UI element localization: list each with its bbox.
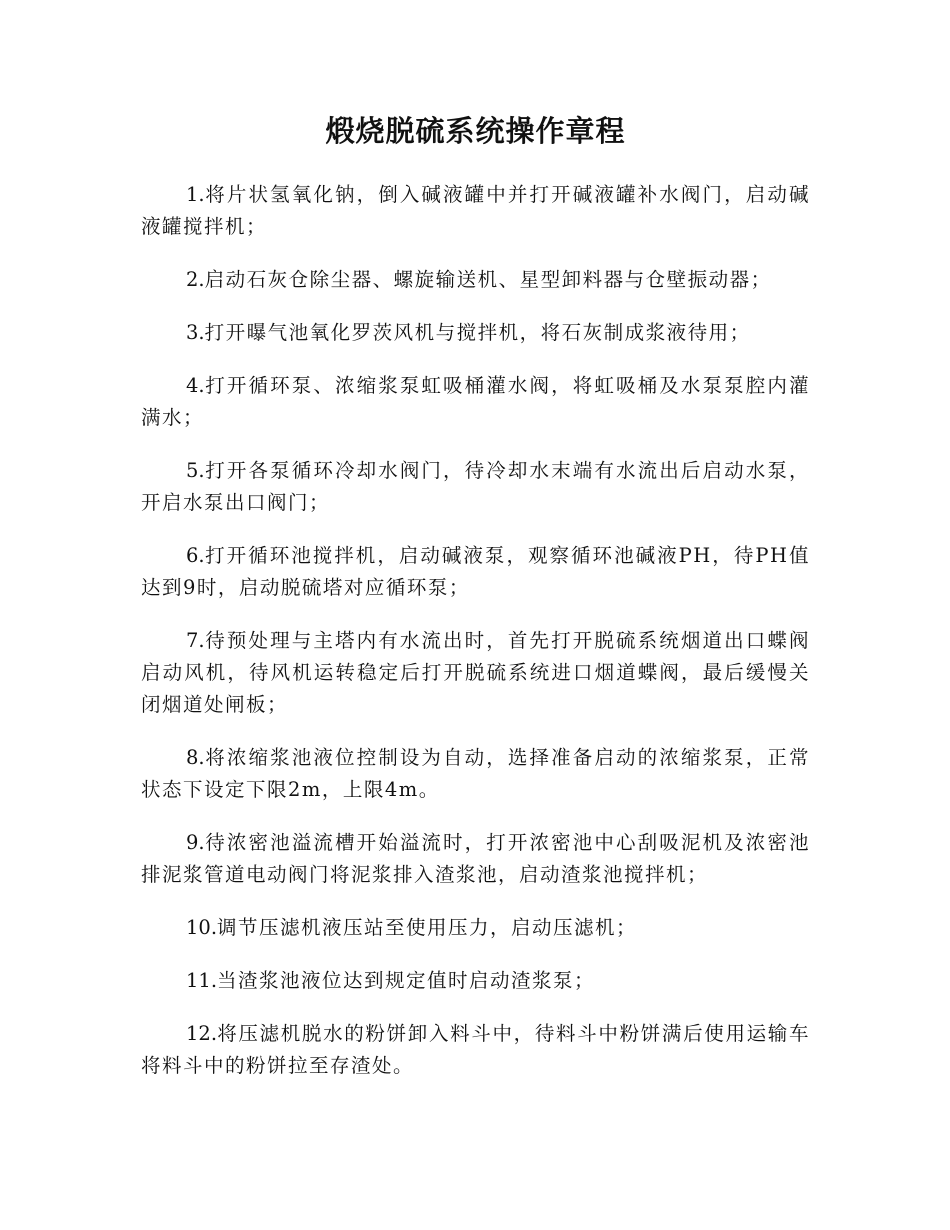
step-text: 打开循环泵、浓缩浆泵虹吸桶灌水阀，将虹吸桶及水泵泵腔内灌满水；: [141, 374, 810, 429]
step-item: [141, 455, 810, 519]
step-item: [141, 370, 810, 434]
step-number: 1.: [186, 183, 205, 206]
step-number: 11.: [186, 969, 218, 992]
step-item: [141, 179, 810, 243]
step-text: 将片状氢氧化钠，倒入碱液罐中并打开碱液罐补水阀门，启动碱液罐搅拌机；: [141, 183, 810, 238]
step-text: 调节压滤机液压站至使用压力，启动压滤机；: [217, 916, 638, 939]
step-item: [141, 1018, 810, 1082]
document-title: 煅烧脱硫系统操作章程: [325, 114, 626, 148]
step-item: [141, 965, 810, 997]
step-text: 待浓密池溢流槽开始溢流时，打开浓密池中心刮吸泥机及浓密池排泥浆管道电动阀门将泥浆排入渣浆池，启动渣浆池搅拌机；: [141, 831, 810, 886]
step-number: 2.: [186, 268, 205, 291]
step-number: 4.: [186, 374, 205, 397]
step-item: [141, 264, 810, 296]
step-item: [141, 625, 810, 721]
step-number: 7.: [186, 629, 205, 652]
step-item: [141, 540, 810, 604]
step-text: 打开曝气池氧化罗茨风机与搅拌机，将石灰制成浆液待用；: [204, 321, 751, 344]
step-text: 待预处理与主塔内有水流出时，首先打开脱硫系统烟道出口蝶阀启动风机，待风机运转稳定后打开脱硫系统进口烟道蝶阀，最后缓慢关闭烟道处闸板；: [141, 629, 810, 716]
step-number: 5.: [186, 459, 205, 482]
step-item: [141, 317, 810, 349]
step-text: 启动石灰仓除尘器、螺旋输送机、星型卸料器与仓壁振动器；: [204, 268, 772, 291]
step-item: [141, 912, 810, 944]
step-number: 6.: [186, 544, 205, 567]
step-text: 打开循环池搅拌机，启动碱液泵，观察循环池碱液PH，待PH值达到9时，启动脱硫塔对应循环泵；: [141, 544, 810, 599]
step-list: [141, 179, 810, 1082]
step-number: 9.: [186, 831, 205, 854]
step-item: [141, 827, 810, 891]
step-number: 8.: [186, 746, 205, 769]
step-text: 打开各泵循环冷却水阀门，待冷却水末端有水流出后启动水泵，开启水泵出口阀门；: [141, 459, 810, 514]
step-number: 10.: [186, 916, 218, 939]
step-number: 12.: [186, 1022, 218, 1045]
step-number: 3.: [186, 321, 205, 344]
step-text: 将浓缩浆池液位控制设为自动，选择准备启动的浓缩浆泵，正常状态下设定下限2m，上限4m。: [141, 746, 810, 801]
step-text: 当渣浆池液位达到规定值时启动渣浆泵；: [217, 969, 596, 992]
step-text: 将压滤机脱水的粉饼卸入料斗中，待料斗中粉饼满后使用运输车将料斗中的粉饼拉至存渣处。: [141, 1022, 810, 1077]
step-item: [141, 742, 810, 806]
